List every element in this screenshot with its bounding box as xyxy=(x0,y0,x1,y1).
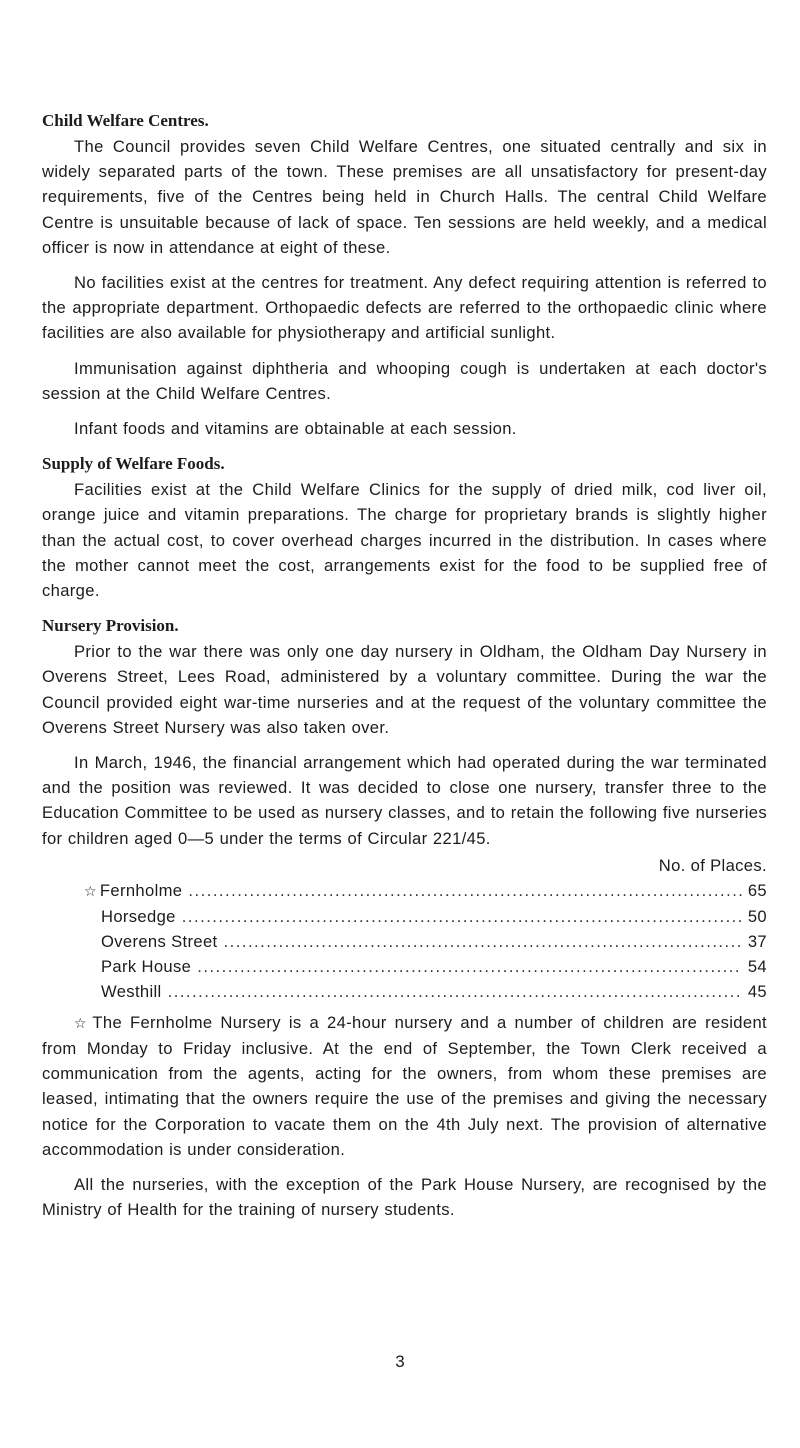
star-icon: ☆ xyxy=(74,1014,90,1031)
document-page xyxy=(42,108,767,1223)
nursery-paragraph-2: In March, 1946, the financial arrangement which had operated during the war terminated and the position was reviewed. It was decided to close one nursery, transfer three to the Education Committee to be used as nursery classes, and to retain the following five nurseries for children aged 0—5 under the terms of Circular 221/45. xyxy=(42,753,767,848)
nursery-name: Overens Street xyxy=(101,931,218,951)
nursery-list xyxy=(42,878,767,1004)
leader-dots xyxy=(168,979,742,1004)
nursery-closing-paragraph: All the nurseries, with the exception of the Park House Nursery, are recognised by the Ministry of Health for the training of nursery students. xyxy=(42,1175,767,1220)
fernholme-footnote xyxy=(42,1010,767,1162)
leader-dots xyxy=(182,904,742,929)
nursery-places: 54 xyxy=(747,956,767,976)
leader-dots xyxy=(197,954,742,979)
list-item xyxy=(42,878,767,904)
page-number: 3 xyxy=(395,1352,405,1371)
list-item xyxy=(42,979,767,1004)
nursery-paragraph-1: Prior to the war there was only one day nursery in Oldham, the Oldham Day Nursery in Overens Street, Lees Road, administered by a voluntary committee. During the war the Council provided eight war-time nurseries and at the request of the voluntary committee the Overens Street Nursery was also taken over. xyxy=(42,642,767,737)
nursery-provision-heading: Nursery Provision. xyxy=(42,616,179,636)
welfare-foods-heading: Supply of Welfare Foods. xyxy=(42,454,225,474)
leader-dots xyxy=(188,878,741,903)
nursery-places: 50 xyxy=(747,906,767,926)
nursery-places: 37 xyxy=(747,931,767,951)
nursery-name: Horsedge xyxy=(101,906,176,926)
star-icon: ☆ xyxy=(84,882,97,899)
child-welfare-heading: Child Welfare Centres. xyxy=(42,111,209,130)
child-welfare-paragraph-4: Infant foods and vitamins are obtainable at each session. xyxy=(74,419,517,439)
child-welfare-paragraph-1: The Council provides seven Child Welfare Centres, one situated centrally and six in widely separated parts of the town. These premises are all unsatisfactory for present-day requirements, five of the Centres being held in Church Halls. The central Child Welfare Centre is unsuitable because of lack of space. Ten sessions are held weekly, and a medical officer is now in attendance at eight of these. xyxy=(42,137,767,257)
welfare-foods-paragraph: Facilities exist at the Child Welfare Clinics for the supply of dried milk, cod liver oil, orange juice and vitamin preparations. The charge for proprietary brands is slightly higher than the actual cost, to cover overhead charges incurred in the distribution. In cases where the mother cannot meet the cost, arrangements exist for the food to be supplied free of charge. xyxy=(42,480,767,601)
list-item xyxy=(42,904,767,929)
list-item xyxy=(42,929,767,954)
child-welfare-paragraph-3: Immunisation against diphtheria and whooping cough is undertaken at each doctor's session at the Child Welfare Centres. xyxy=(42,358,767,403)
child-welfare-paragraph-2: No facilities exist at the centres for treatment. Any defect requiring attention is referred to the appropriate department. Orthopaedic defects are referred to the orthopaedic clinic where facilities are also available for physiotherapy and artificial sunlight. xyxy=(42,273,767,343)
nursery-places: 45 xyxy=(747,981,767,1001)
footnote-text: The Fernholme Nursery is a 24-hour nursery and a number of children are resident from Monday to Friday inclusive. At the end of September, the Town Clerk received a communication from the agents, acting for the owners, from whom these premises are leased, intimating that the owners require the use of the premises and giving the necessary notice for the Corporation to vacate them on the 4th July next. The provision of alternative accommodation is under consideration. xyxy=(42,1012,767,1159)
list-item xyxy=(42,954,767,979)
nursery-places: 65 xyxy=(747,880,767,900)
nursery-name: Park House xyxy=(101,956,192,976)
nursery-name: Fernholme xyxy=(99,880,183,900)
places-column-header: No. of Places. xyxy=(658,855,767,875)
leader-dots xyxy=(224,929,742,954)
nursery-name: Westhill xyxy=(101,981,162,1001)
